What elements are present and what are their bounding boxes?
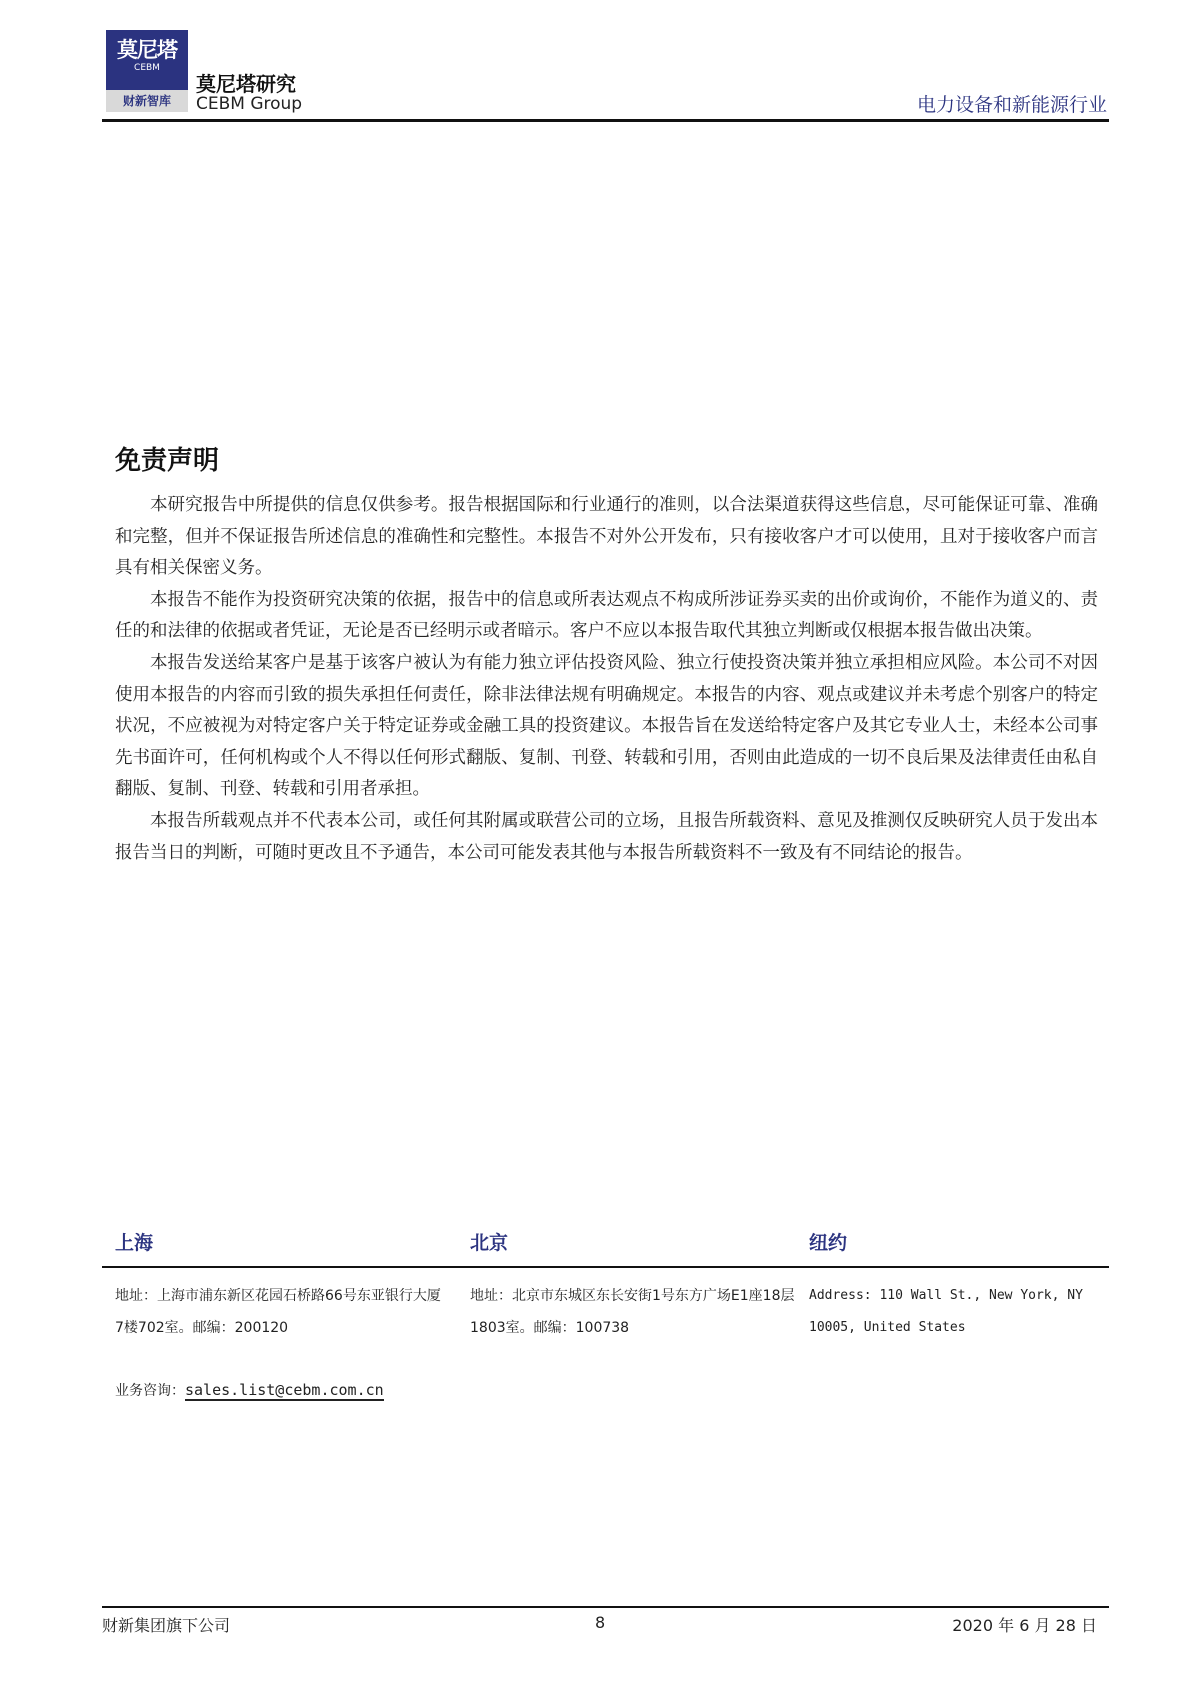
contact-label: 业务咨询：: [115, 1383, 185, 1399]
disclaimer-paragraph: 本报告发送给某客户是基于该客户被认为有能力独立评估投资风险、独立行使投资决策并独立承担相应风险。本公司不对因使用本报告的内容而引致的损失承担任何责任，除非法律法规有明确规定。本报告的内容、观点或建议并未考虑个别客户的特定状况，不应被视为对特定客户关于特定证券或金融工具的投资建议。本报告旨在发送给特定客户及其它专业人士，未经本公司事先书面许可，任何机构或个人不得以任何形式翻版、复制、刊登、转载和引用，否则由此造成的一切不良后果及法律责任由私自翻版、复制、刊登、转载和引用者承担。: [115, 652, 1098, 800]
disclaimer-title: 免责声明: [115, 446, 220, 476]
offices-divider: [102, 1266, 1109, 1268]
footer-date: 2020 年 6 月 28 日: [952, 1616, 1097, 1635]
contact-email-link[interactable]: sales.list@cebm.com.cn: [185, 1381, 384, 1399]
logo-cn-text: 莫尼塔: [117, 38, 177, 62]
cebm-logo: [106, 30, 188, 112]
disclaimer-paragraph: 本研究报告中所提供的信息仅供参考。报告根据国际和行业通行的准则，以合法渠道获得这些信息，尽可能保证可靠、准确和完整，但并不保证报告所述信息的准确性和完整性。本报告不对外公开发布，只有接收客户才可以使用，且对于接收客户而言具有相关保密义务。: [115, 495, 1098, 579]
brand-name-cn: 莫尼塔研究: [196, 72, 296, 96]
header-divider: [102, 119, 1109, 122]
disclaimer-paragraph: 本报告所载观点并不代表本公司，或任何其附属或联营公司的立场，且报告所载资料、意见及推测仅反映研究人员于发出本报告当日的判断，可随时更改且不予通告，本公司可能发表其他与本报告所载资料不一致及有不同结论的报告。: [115, 810, 1098, 863]
office-address-newyork: Address: 110 Wall St., New York, NY 10005, United States: [809, 1288, 1083, 1335]
logo-en-text: CEBM: [134, 63, 160, 73]
footer-divider: [102, 1606, 1109, 1608]
logo-sub-text: 财新智库: [106, 90, 188, 112]
office-address-beijing: 地址：北京市东城区东长安街1号东方广场E1座18层1803室。邮编：100738: [470, 1288, 795, 1336]
industry-label: 电力设备和新能源行业: [916, 94, 1107, 116]
office-city-beijing: 北京: [470, 1232, 509, 1254]
office-city-newyork: 纽约: [809, 1232, 848, 1254]
disclaimer-body: [115, 490, 1098, 869]
office-address-shanghai: 地址：上海市浦东新区花园石桥路66号东亚银行大厦7楼702室。邮编：200120: [115, 1288, 441, 1336]
contact: [115, 1380, 384, 1400]
brand-name-en: CEBM Group: [196, 94, 303, 114]
footer-company: 财新集团旗下公司: [102, 1616, 231, 1635]
page-number: 8: [595, 1613, 606, 1632]
disclaimer-paragraph: 本报告不能作为投资研究决策的依据，报告中的信息或所表达观点不构成所涉证券买卖的出价或询价，不能作为道义的、责任的和法律的依据或者凭证，无论是否已经明示或者暗示。客户不应以本报告取代其独立判断或仅根据本报告做出决策。: [115, 589, 1098, 642]
office-city-shanghai: 上海: [115, 1232, 154, 1254]
